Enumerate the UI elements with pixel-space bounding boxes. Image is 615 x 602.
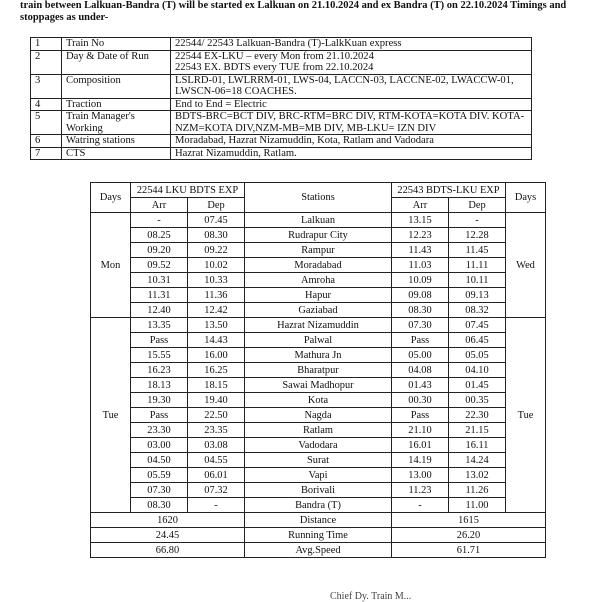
- down-dep: 19.40: [188, 393, 245, 408]
- timetable-row: [91, 408, 546, 423]
- info-row: [31, 38, 532, 51]
- up-train-header: 22543 BDTS-LKU EXP: [392, 183, 506, 198]
- up-arr: 11.23: [392, 483, 449, 498]
- up-dep: 21.15: [449, 423, 506, 438]
- station-name: Lalkuan: [245, 213, 392, 228]
- up-dep: 06.45: [449, 333, 506, 348]
- up-arr: Pass: [392, 333, 449, 348]
- down-arr: 08.30: [131, 498, 188, 513]
- info-row: [31, 147, 532, 160]
- down-dep: 18.15: [188, 378, 245, 393]
- up-dep: 11.45: [449, 243, 506, 258]
- down-arr: 13.35: [131, 318, 188, 333]
- timetable-row: [91, 393, 546, 408]
- up-arr: 09.08: [392, 288, 449, 303]
- up-arr: 05.00: [392, 348, 449, 363]
- up-arr: 13.00: [392, 468, 449, 483]
- timetable-table: [90, 182, 546, 558]
- timetable-row: [91, 318, 546, 333]
- down-arr: 04.50: [131, 453, 188, 468]
- down-arr: 09.20: [131, 243, 188, 258]
- summary-label: Running Time: [245, 528, 392, 543]
- up-dep: 11.26: [449, 483, 506, 498]
- station-name: Hazrat Nizamuddin: [245, 318, 392, 333]
- down-arr: 23.30: [131, 423, 188, 438]
- down-dep: 03.08: [188, 438, 245, 453]
- down-dep: 23.35: [188, 423, 245, 438]
- timetable-row: [91, 468, 546, 483]
- down-dep: -: [188, 498, 245, 513]
- timetable-row: [91, 483, 546, 498]
- station-name: Borivali: [245, 483, 392, 498]
- info-label: Train Manager's Working: [62, 111, 171, 135]
- timetable-row: [91, 453, 546, 468]
- down-arr: 19.30: [131, 393, 188, 408]
- summary-down-value: 24.45: [91, 528, 245, 543]
- info-row: [31, 98, 532, 111]
- up-dep: 08.32: [449, 303, 506, 318]
- up-dep: 10.11: [449, 273, 506, 288]
- down-dep: 16.25: [188, 363, 245, 378]
- down-dep: 07.45: [188, 213, 245, 228]
- info-label: Day & Date of Run: [62, 50, 171, 74]
- timetable-row: [91, 288, 546, 303]
- down-arr: 09.52: [131, 258, 188, 273]
- down-dep: 14.43: [188, 333, 245, 348]
- station-name: Vapi: [245, 468, 392, 483]
- up-dep: 01.45: [449, 378, 506, 393]
- up-arr: 14.19: [392, 453, 449, 468]
- down-arr: Pass: [131, 408, 188, 423]
- info-label: CTS: [62, 147, 171, 160]
- station-name: Sawai Madhopur: [245, 378, 392, 393]
- info-value: Moradabad, Hazrat Nizamuddin, Kota, Ratlam and Vadodara: [171, 135, 532, 148]
- timetable-row: [91, 363, 546, 378]
- timetable-row: [91, 438, 546, 453]
- info-label: Watring stations: [62, 135, 171, 148]
- down-dep: 09.22: [188, 243, 245, 258]
- down-arr: 05.59: [131, 468, 188, 483]
- down-arr: 07.30: [131, 483, 188, 498]
- up-arr: Pass: [392, 408, 449, 423]
- info-value: LSLRD-01, LWLRRM-01, LWS-04, LACCN-03, LACCNE-02, LWACCW-01, LWSCN-06=18 COACHES.: [171, 74, 532, 98]
- timetable-row: [91, 333, 546, 348]
- info-label: Traction: [62, 98, 171, 111]
- summary-row: [91, 528, 546, 543]
- station-name: Mathura Jn: [245, 348, 392, 363]
- down-arr: 11.31: [131, 288, 188, 303]
- timetable-row: [91, 213, 546, 228]
- station-name: Rudrapur City: [245, 228, 392, 243]
- info-label: Composition: [62, 74, 171, 98]
- up-dep: 04.10: [449, 363, 506, 378]
- timetable-row: [91, 228, 546, 243]
- down-day-cell: Mon: [91, 213, 131, 318]
- station-name: Bharatpur: [245, 363, 392, 378]
- info-row: [31, 135, 532, 148]
- down-dep: 10.02: [188, 258, 245, 273]
- down-arr: 18.13: [131, 378, 188, 393]
- summary-up-value: 1615: [392, 513, 546, 528]
- footer-signature: Chief Dy. Train M...: [330, 591, 412, 602]
- up-dep: 09.13: [449, 288, 506, 303]
- down-train-header: 22544 LKU BDTS EXP: [131, 183, 245, 198]
- up-dep: -: [449, 213, 506, 228]
- up-arr: 01.43: [392, 378, 449, 393]
- station-name: Rampur: [245, 243, 392, 258]
- summary-row: [91, 513, 546, 528]
- info-value: Hazrat Nizamuddin, Ratlam.: [171, 147, 532, 160]
- up-day-cell: Tue: [506, 318, 546, 513]
- days2-header: Days: [506, 183, 546, 213]
- up-dep: 11.11: [449, 258, 506, 273]
- info-value: 22544 EX-LKU – every Mon from 21.10.2024 22543 EX. BDTS every TUE from 22.10.2024: [171, 50, 532, 74]
- info-value: 22544/ 22543 Lalkuan-Bandra (T)-LalkKuan express: [171, 38, 532, 51]
- down-arr: 08.25: [131, 228, 188, 243]
- up-day-cell: Wed: [506, 213, 546, 318]
- down-dep: 08.30: [188, 228, 245, 243]
- info-no: 4: [31, 98, 62, 111]
- station-name: Kota: [245, 393, 392, 408]
- up-dep: 22.30: [449, 408, 506, 423]
- down-dep-header: Dep: [188, 198, 245, 213]
- timetable-row: [91, 303, 546, 318]
- timetable-row: [91, 258, 546, 273]
- down-arr: 10.31: [131, 273, 188, 288]
- station-name: Bandra (T): [245, 498, 392, 513]
- up-arr: 07.30: [392, 318, 449, 333]
- up-dep: 16.11: [449, 438, 506, 453]
- info-no: 5: [31, 111, 62, 135]
- up-arr: 21.10: [392, 423, 449, 438]
- up-dep-header: Dep: [449, 198, 506, 213]
- down-dep: 11.36: [188, 288, 245, 303]
- info-label: Train No: [62, 38, 171, 51]
- up-arr: 00.30: [392, 393, 449, 408]
- summary-down-value: 66.80: [91, 543, 245, 558]
- info-row: [31, 74, 532, 98]
- up-arr: -: [392, 498, 449, 513]
- up-arr: 16.01: [392, 438, 449, 453]
- up-dep: 12.28: [449, 228, 506, 243]
- station-name: Amroha: [245, 273, 392, 288]
- station-name: Gaziabad: [245, 303, 392, 318]
- down-arr: 03.00: [131, 438, 188, 453]
- info-no: 7: [31, 147, 62, 160]
- down-dep: 04.55: [188, 453, 245, 468]
- down-arr-header: Arr: [131, 198, 188, 213]
- down-dep: 06.01: [188, 468, 245, 483]
- info-row: [31, 111, 532, 135]
- station-name: Moradabad: [245, 258, 392, 273]
- up-dep: 13.02: [449, 468, 506, 483]
- timetable-row: [91, 498, 546, 513]
- info-no: 2: [31, 50, 62, 74]
- timetable-row: [91, 243, 546, 258]
- timetable-row: [91, 423, 546, 438]
- up-arr: 13.15: [392, 213, 449, 228]
- down-dep: 22.50: [188, 408, 245, 423]
- stations-header: Stations: [245, 183, 392, 213]
- up-arr: 11.03: [392, 258, 449, 273]
- summary-label: Avg.Speed: [245, 543, 392, 558]
- info-value: BDTS-BRC=BCT DIV, BRC-RTM=BRC DIV, RTM-KOTA=KOTA DIV. KOTA-NZM=KOTA DIV,NZM-MB=MB DIV, MB-LKU= IZN DIV: [171, 111, 532, 135]
- timetable-row: [91, 348, 546, 363]
- down-arr: 16.23: [131, 363, 188, 378]
- up-arr: 04.08: [392, 363, 449, 378]
- up-arr-header: Arr: [392, 198, 449, 213]
- up-dep: 05.05: [449, 348, 506, 363]
- info-row: [31, 50, 532, 74]
- down-dep: 13.50: [188, 318, 245, 333]
- down-day-cell: Tue: [91, 318, 131, 513]
- info-no: 1: [31, 38, 62, 51]
- down-dep: 10.33: [188, 273, 245, 288]
- up-dep: 00.35: [449, 393, 506, 408]
- station-name: Nagda: [245, 408, 392, 423]
- info-value: End to End = Electric: [171, 98, 532, 111]
- down-arr: -: [131, 213, 188, 228]
- station-name: Vadodara: [245, 438, 392, 453]
- info-no: 6: [31, 135, 62, 148]
- summary-down-value: 1620: [91, 513, 245, 528]
- station-name: Palwal: [245, 333, 392, 348]
- timetable-row: [91, 273, 546, 288]
- summary-up-value: 26.20: [392, 528, 546, 543]
- train-info-table: [30, 37, 532, 160]
- up-dep: 11.00: [449, 498, 506, 513]
- up-arr: 10.09: [392, 273, 449, 288]
- up-arr: 08.30: [392, 303, 449, 318]
- down-arr: 12.40: [131, 303, 188, 318]
- intro-paragraph: train between Lalkuan-Bandra (T) will be started ex Lalkuan on 21.10.2024 and ex Bandra (T) on 22.10.2024 Timings and stoppages as under-: [20, 0, 567, 23]
- station-name: Ratlam: [245, 423, 392, 438]
- down-dep: 07.32: [188, 483, 245, 498]
- down-dep: 12.42: [188, 303, 245, 318]
- up-dep: 07.45: [449, 318, 506, 333]
- down-arr: 15.55: [131, 348, 188, 363]
- down-dep: 16.00: [188, 348, 245, 363]
- summary-label: Distance: [245, 513, 392, 528]
- summary-up-value: 61.71: [392, 543, 546, 558]
- days-header: Days: [91, 183, 131, 213]
- station-name: Hapur: [245, 288, 392, 303]
- up-dep: 14.24: [449, 453, 506, 468]
- timetable-row: [91, 378, 546, 393]
- station-name: Surat: [245, 453, 392, 468]
- down-arr: Pass: [131, 333, 188, 348]
- info-no: 3: [31, 74, 62, 98]
- up-arr: 11.43: [392, 243, 449, 258]
- up-arr: 12.23: [392, 228, 449, 243]
- summary-row: [91, 543, 546, 558]
